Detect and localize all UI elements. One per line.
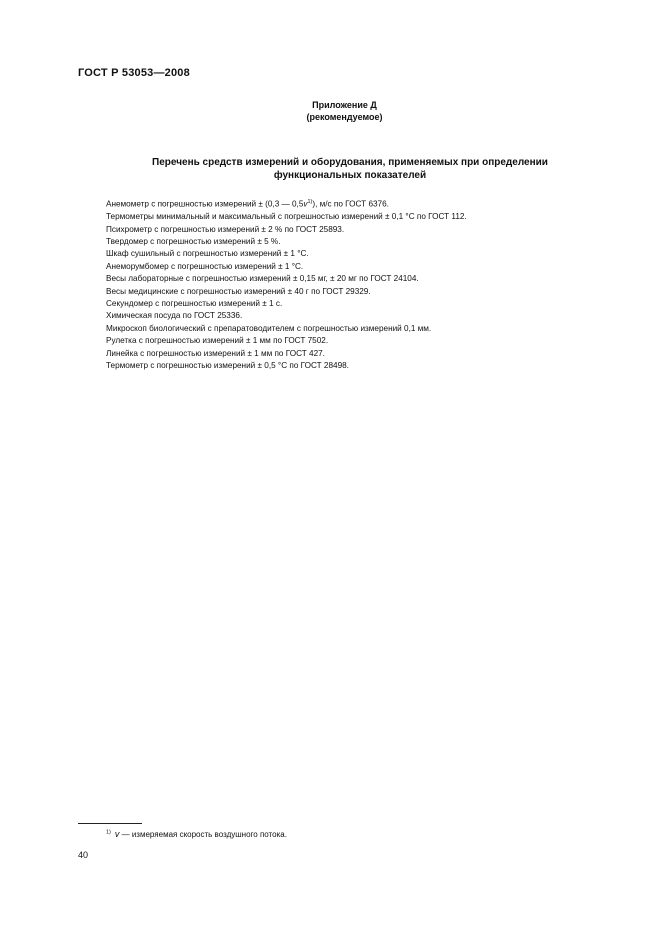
footnote-ref: 1) xyxy=(307,199,313,205)
section-title xyxy=(100,156,600,182)
list-item: Анемометр с погрешностью измерений ± (0,3 — 0,5v$^{1)}$), м/с по ГОСТ 6376. xyxy=(106,199,389,209)
section-title-line-1: Перечень средств измерений и оборудования, применяемых при определении xyxy=(152,157,548,168)
footnote-divider xyxy=(78,823,142,824)
list-item: Термометры минимальный и максимальный с погрешностью измерений ± 0,1 °С по ГОСТ 112. xyxy=(106,212,467,222)
list-item: Рулетка с погрешностью измерений ± 1 мм по ГОСТ 7502. xyxy=(106,336,329,346)
appendix-status: (рекомендуемое) xyxy=(306,112,383,122)
footnote-mark: 1) xyxy=(106,829,111,836)
list-item: Твердомер с погрешностью измерений ± 5 %. xyxy=(106,236,281,246)
list-item: Секундомер с погрешностью измерений ± 1 с. xyxy=(106,298,283,308)
page-number: 40 xyxy=(78,850,89,860)
footnote-text: — измеряемая скорость воздушного потока. xyxy=(119,830,287,839)
list-item: Анеморумбомер с погрешностью измерений ± 1 °С. xyxy=(106,261,304,271)
list-item: Шкаф сушильный с погрешностью измерений ± 1 °С. xyxy=(106,249,309,259)
list-item: Психрометр с погрешностью измерений ± 2 % по ГОСТ 25893. xyxy=(106,224,345,234)
footnote-variable: v xyxy=(114,829,120,839)
section-title-line-2: функциональных показателей xyxy=(273,170,427,181)
standard-header: ГОСТ Р 53053—2008 xyxy=(78,67,190,79)
list-item: Весы лабораторные с погрешностью измерений ± 0,15 мг, ± 20 мг по ГОСТ 24104. xyxy=(106,274,419,284)
equipment-list xyxy=(106,196,467,372)
appendix-label: Приложение Д xyxy=(312,100,377,110)
list-item: Весы медицинские с погрешностью измерений ± 40 г по ГОСТ 29329. xyxy=(106,286,371,296)
appendix-heading xyxy=(0,99,661,123)
list-item: Микроскоп биологический с препаратоводителем с погрешностью измерений 0,1 мм. xyxy=(106,323,432,333)
list-item: Линейка с погрешностью измерений ± 1 мм по ГОСТ 427. xyxy=(106,348,325,358)
list-item: Химическая посуда по ГОСТ 25336. xyxy=(106,311,243,321)
footnote xyxy=(106,829,287,839)
list-item: Термометр с погрешностью измерений ± 0,5 °С по ГОСТ 28498. xyxy=(106,361,349,371)
